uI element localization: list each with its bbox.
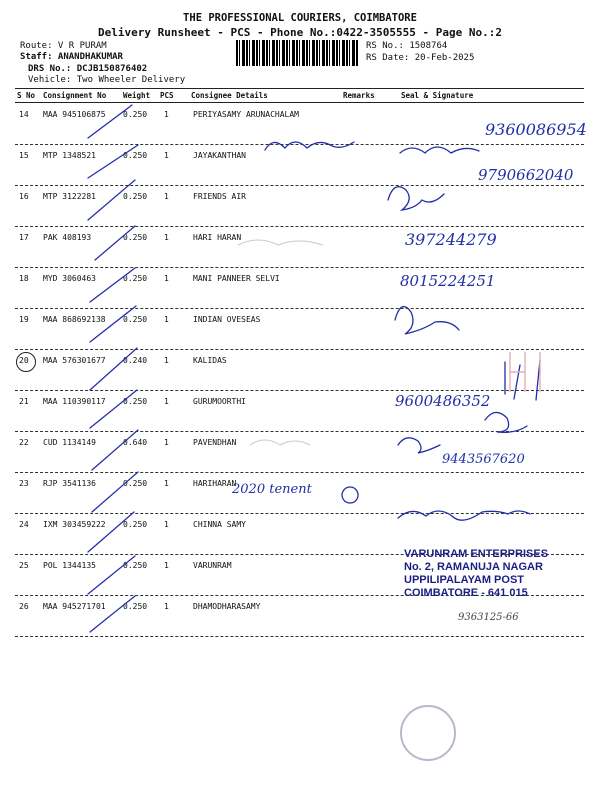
cell-sno: 19	[19, 315, 29, 324]
company-stamp	[404, 548, 548, 600]
cell-pcs: 1	[164, 479, 169, 488]
cell-consignee: HARI HARAN	[193, 233, 242, 242]
cell-sno: 17	[19, 233, 29, 242]
cell-consignee: PERIYASAMY ARUNACHALAM	[193, 110, 299, 119]
col-consignee: Consignee Details	[191, 91, 268, 100]
cell-consignee: JAYAKANTHAN	[193, 151, 246, 160]
cell-consignee: INDIAN OVESEAS	[193, 315, 261, 324]
handwritten-phone-1: 9360086954	[485, 120, 587, 139]
cell-pcs: 1	[164, 356, 169, 365]
cell-pcs: 1	[164, 520, 169, 529]
stamp-line-3: UPPILIPALAYAM POST	[404, 574, 525, 586]
table-row	[15, 349, 584, 391]
cell-consignment: MAA 110390117	[43, 397, 106, 406]
faded-seal	[400, 705, 456, 761]
cell-weight: 0.250	[123, 274, 148, 283]
cell-consignee: GURUMOORTHI	[193, 397, 246, 406]
circled-mark	[16, 352, 36, 372]
handwritten-phone-8: 9363125-66	[458, 612, 519, 623]
cell-consignment: MYD 3060463	[43, 274, 96, 283]
cell-sno: 24	[19, 520, 29, 529]
cell-weight: 0.250	[123, 479, 148, 488]
cell-weight: 0.250	[123, 192, 148, 201]
cell-pcs: 1	[164, 397, 169, 406]
cell-sno: 23	[19, 479, 29, 488]
rs-date: RS Date: 20-Feb-2025	[366, 53, 475, 63]
cell-weight: 0.250	[123, 233, 148, 242]
cell-weight: 0.640	[123, 438, 148, 447]
table-row	[15, 267, 584, 309]
cell-weight: 0.250	[123, 602, 148, 611]
company-name: THE PROFESSIONAL COURIERS, COIMBATORE	[183, 12, 417, 24]
cell-consignment: CUD 1134149	[43, 438, 96, 447]
cell-sno: 26	[19, 602, 29, 611]
table-row	[15, 185, 584, 227]
cell-weight: 0.250	[123, 561, 148, 570]
barcode	[236, 40, 358, 66]
cell-sno: 20	[19, 356, 29, 365]
col-sno: S No	[17, 91, 36, 100]
col-remarks: Remarks	[343, 91, 375, 100]
table-row	[15, 390, 584, 432]
cell-consignee: PAVENDHAN	[193, 438, 237, 447]
stamp-line-1: VARUNRAM ENTERPRISES	[404, 548, 549, 560]
cell-consignee: MANI PANNEER SELVI	[193, 274, 280, 283]
cell-sno: 25	[19, 561, 29, 570]
cell-consignment: MAA 576301677	[43, 356, 106, 365]
cell-weight: 0.240	[123, 356, 148, 365]
col-consignment: Consignment No	[43, 91, 107, 100]
cell-consignee: HARIHARAN	[193, 479, 237, 488]
handwritten-phone-3: 397244279	[405, 230, 497, 249]
cell-sno: 18	[19, 274, 29, 283]
stamp-line-4: COIMBATORE - 641 015	[404, 587, 528, 599]
drs-number: DRS No.: DCJB150876402	[28, 64, 148, 74]
handwritten-phone-6: 9443567620	[442, 452, 525, 467]
vehicle: Vehicle: Two Wheeler Delivery	[28, 75, 186, 85]
cell-consignee: VARUNRAM	[193, 561, 232, 570]
stamp-line-2: No. 2, RAMANUJA NAGAR	[404, 561, 543, 573]
cell-pcs: 1	[164, 110, 169, 119]
handwritten-remark: 2020 tenent	[232, 482, 312, 497]
table-header	[15, 89, 584, 103]
cell-weight: 0.250	[123, 110, 148, 119]
handwritten-phone-5: 9600486352	[395, 392, 491, 410]
cell-pcs: 1	[164, 561, 169, 570]
cell-weight: 0.250	[123, 315, 148, 324]
cell-consignee: CHINNA SAMY	[193, 520, 246, 529]
cell-consignment: MAA 945271701	[43, 602, 106, 611]
table-row	[15, 226, 584, 268]
cell-pcs: 1	[164, 438, 169, 447]
col-weight: Weight	[123, 91, 151, 100]
table-row	[15, 308, 584, 350]
cell-consignment: MAA 868692138	[43, 315, 106, 324]
col-pcs: PCS	[160, 91, 174, 100]
cell-pcs: 1	[164, 274, 169, 283]
handwritten-phone-2: 9790662040	[478, 166, 574, 184]
cell-sno: 15	[19, 151, 29, 160]
cell-consignment: POL 1344135	[43, 561, 96, 570]
cell-pcs: 1	[164, 192, 169, 201]
cell-weight: 0.250	[123, 397, 148, 406]
cell-pcs: 1	[164, 151, 169, 160]
cell-consignee: DHAMODHARASAMY	[193, 602, 261, 611]
cell-sno: 22	[19, 438, 29, 447]
col-seal: Seal & Signature	[401, 91, 474, 100]
cell-consignee: FRIENDS AIR	[193, 192, 246, 201]
handwritten-phone-4: 8015224251	[400, 272, 496, 290]
cell-consignment: IXM 303459222	[43, 520, 106, 529]
cell-consignment: MAA 945106875	[43, 110, 106, 119]
runsheet-title: Delivery Runsheet - PCS - Phone No.:0422-3505555 - Page No.:2	[98, 26, 502, 39]
cell-pcs: 1	[164, 602, 169, 611]
cell-pcs: 1	[164, 315, 169, 324]
staff: Staff: ANANDHAKUMAR	[20, 52, 123, 62]
cell-weight: 0.250	[123, 520, 148, 529]
cell-consignment: MTP 3122281	[43, 192, 96, 201]
cell-sno: 21	[19, 397, 29, 406]
rs-number: RS No.: 1508764	[366, 41, 448, 51]
cell-consignee: KALIDAS	[193, 356, 227, 365]
cell-pcs: 1	[164, 233, 169, 242]
cell-consignment: PAK 408193	[43, 233, 92, 242]
cell-sno: 16	[19, 192, 29, 201]
cell-sno: 14	[19, 110, 29, 119]
route: Route: V R PURAM	[20, 41, 107, 51]
cell-consignment: RJP 3541136	[43, 479, 96, 488]
cell-consignment: MTP 1348521	[43, 151, 96, 160]
cell-weight: 0.250	[123, 151, 148, 160]
